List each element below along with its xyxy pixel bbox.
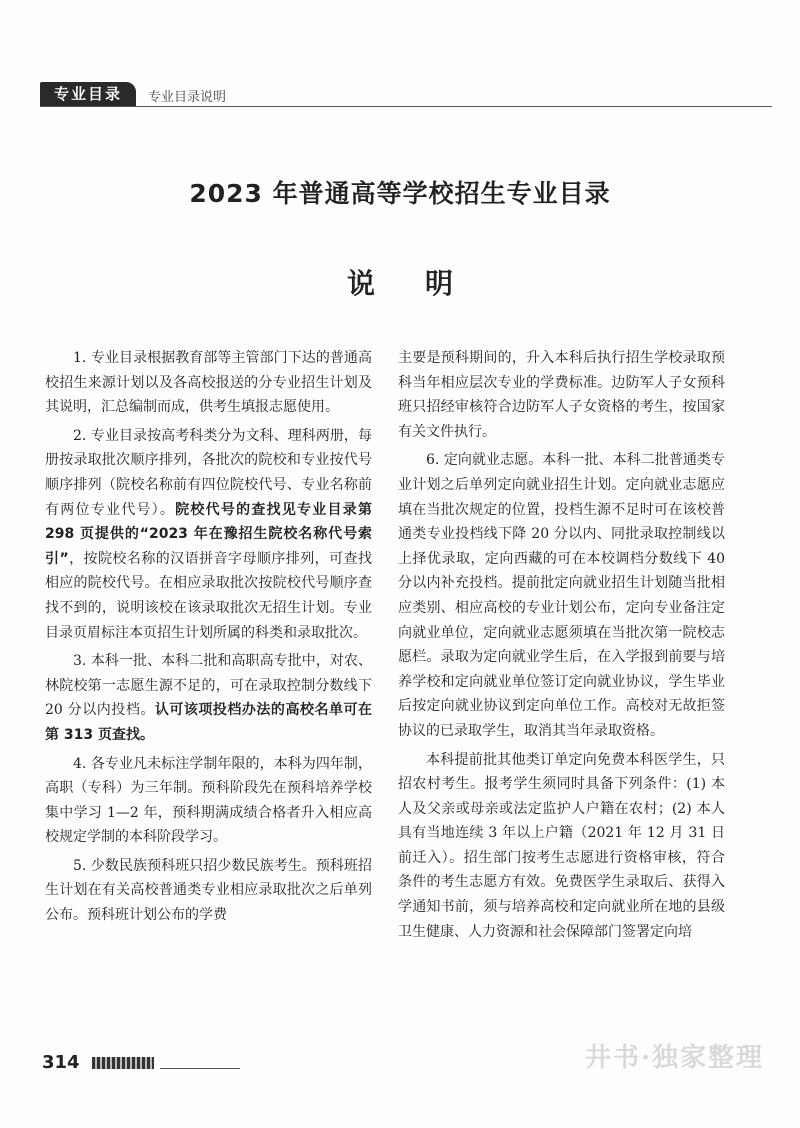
paragraph-text: 6. 定向就业志愿。本科一批、本科二批普通类专业计划之后单列定向就业招生计划。定向就业志愿应填在当批次规定的位置，投档生源不足时可在该校普通类专业投档线下降 20 分以内、同批录取控制线以上择优录取，定向西藏的可在本校调档分数线下 40 分以内补充投档。提前批定向就业招生计划随当批相应类别、相应高校的专业计划公布，定向专业备注定向就业单位，定向就业志愿须填在当批次第一院校志愿栏。录取为定向就业学生后，在入学报到前要与培养学校和定向就业单位签订定向就业协议，学生毕业后按定向就业协议到定向单位工作。高校对无故拒签协议的已录取学生，取消其当年录取资格。 — [398, 452, 725, 739]
paragraph-text: 4. 各专业凡未标注学制年限的，本科为四年制，高职（专科）为三年制。预科阶段先在预科培养学校集中学习 1—2 年，预科期满成绩合格者升入相应高校规定学制的本科阶段学习。 — [45, 755, 372, 846]
section-subtitle: 专业目录说明 — [148, 90, 227, 105]
section-tab: 专业目录 — [40, 82, 136, 106]
paragraph-text: 1. 专业目录根据教育部等主管部门下达的普通高校招生来源计划以及各高校报送的分专业招生计划及其说明，汇总编制而成，供考生填报志愿使用。 — [45, 350, 372, 416]
paragraph-5 — [45, 854, 372, 928]
header-rule — [40, 106, 772, 107]
page-number: 314 — [42, 1052, 80, 1073]
right-column — [398, 346, 725, 948]
footer-rule — [160, 1068, 240, 1069]
paragraph-text: 3. 本科一批、本科二批和高职高专批中，对农、林院校第一志愿生源不足的，可在录取控制分数线下 20 分以内投档。 — [45, 653, 372, 719]
paragraph-5-continued — [398, 346, 725, 444]
paragraph-text: 2. 专业目录按高考科类分为文科、理科两册，每册按录取批次顺序排列，各批次的院校和专业按代号顺序排列（院校名称前有四位院校代号、专业名称前有两位专业代号）。 — [45, 427, 372, 518]
document-title: 2023 年普通高等学校招生专业目录 — [189, 179, 611, 208]
section-heading: 说明 — [346, 267, 503, 300]
paragraph-1 — [45, 346, 372, 420]
paragraph-text: 5. 少数民族预科班只招少数民族考生。预科班招生计划在有关高校普通类专业相应录取批次之后单列公布。预科班计划公布的学费 — [45, 857, 372, 924]
paragraph-text: 主要是预科期间的，升入本科后执行招生学校录取预科当年相应层次专业的学费标准。边防军人子女预科班只招经审核符合边防军人子女资格的考生，按国家有关文件执行。 — [398, 350, 725, 440]
paragraph-highlight: 认可该项投档办法的高校名单可在第 313 页查找。 — [45, 702, 372, 743]
footer-decoration — [92, 1057, 154, 1069]
paragraph-text: ，按院校名称的汉语拼音字母顺序排列，可查找相应的院校代号。在相应录取批次按院校代号顺序查找不到的，说明该校在该录取批次无招生计划。专业目录页眉标注本页招生计划所属的科类和录取批次。 — [45, 550, 373, 641]
paragraph-3 — [45, 649, 372, 747]
paragraph-6 — [398, 448, 725, 743]
paragraph-highlight: 院校代号的查找见专业目录第 298 页提供的“2023 年在豫招生院校名称代号索引” — [45, 501, 373, 567]
watermark: 井书·独家整理 — [584, 1043, 764, 1073]
left-column — [45, 346, 372, 932]
paragraph-2 — [45, 424, 372, 645]
page-header — [32, 78, 772, 108]
paragraph-7 — [398, 748, 725, 945]
paragraph-4 — [45, 752, 372, 850]
paragraph-text: 本科提前批其他类订单定向免费本科医学生，只招农村考生。报考学生须同时具备下列条件：(1) 本人及父亲或母亲或法定监护人户籍在农村；(2) 本人具有当地连续 3 年以上户籍（2021 年 12 月 31 日前迁入）。招生部门按考生志愿进行资格审核，符合条件的考生志愿方有效。免费医学生录取后、获得入学通知书前，须与培养高校和定向就业所在地的县级卫生健康、人力资源和社会保障部门签署定向培 — [398, 751, 725, 940]
